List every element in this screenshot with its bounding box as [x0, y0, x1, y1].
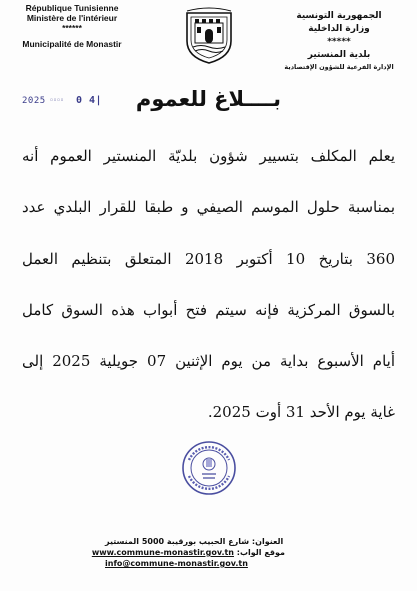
body-line: 360 بتاريخ 10 أكتوبر 2018 المتعلق بتنظيم العمل — [22, 249, 395, 268]
ministry-label: Ministère de l'intérieur — [26, 13, 118, 23]
body-line: غاية يوم الأحد 31 أوت 2025. — [207, 403, 395, 422]
date-stamp-mark: ▫▫▫▫ — [50, 97, 65, 103]
municipality-label-ar: بلدية المنستير — [307, 50, 371, 60]
body-line: يعلم المكلف بتسيير شؤون بلديّة المنستير العموم أنه — [22, 147, 395, 165]
header-right-arabic — [269, 10, 409, 72]
official-seal-icon — [181, 440, 237, 496]
header-left-french — [12, 3, 132, 49]
footer-address: العنوان: شارع الحبيب بورقيبة 5000 المنستير — [105, 537, 284, 546]
footer-contact — [91, 536, 285, 569]
body-line: بالسوق المركزية فإنه سيتم فتح أبواب هذه السوق كامل — [22, 300, 395, 319]
header-right-stars: ***** — [327, 37, 351, 47]
department-label-ar: الإدارة الفرعية للشؤون الإقتصادية — [284, 63, 394, 71]
website-label: موقع الواب: — [236, 548, 285, 557]
body-line: بمناسبة حلول الموسم الصيفي و طبقا للقرار البلدي عدد — [22, 198, 395, 217]
website-link[interactable]: www.commune-monastir.gov.tn — [91, 548, 234, 557]
republic-label-ar: الجمهورية التونسية — [296, 11, 382, 21]
announcement-body — [22, 131, 395, 439]
header-left-stars: ****** — [62, 23, 82, 33]
date-stamp-day: 0 4| — [76, 95, 103, 106]
email-link[interactable]: info@commune-monastir.gov.tn — [105, 559, 248, 568]
page-title: بــــلاغ للعموم — [135, 87, 282, 111]
footer-email-row — [105, 558, 285, 569]
municipality-label: Municipalité de Monastir — [22, 39, 122, 49]
ministry-label-ar: وزارة الداخلية — [308, 24, 370, 34]
monastir-coat-of-arms-icon — [183, 7, 235, 65]
footer-website-row — [91, 547, 285, 558]
republic-label: République Tunisienne — [25, 3, 119, 13]
body-line: أيام الأسبوع بداية من يوم الإثنين 07 جويلية 2025 إلى — [22, 352, 395, 371]
date-stamp-year: 2025 — [22, 96, 46, 106]
